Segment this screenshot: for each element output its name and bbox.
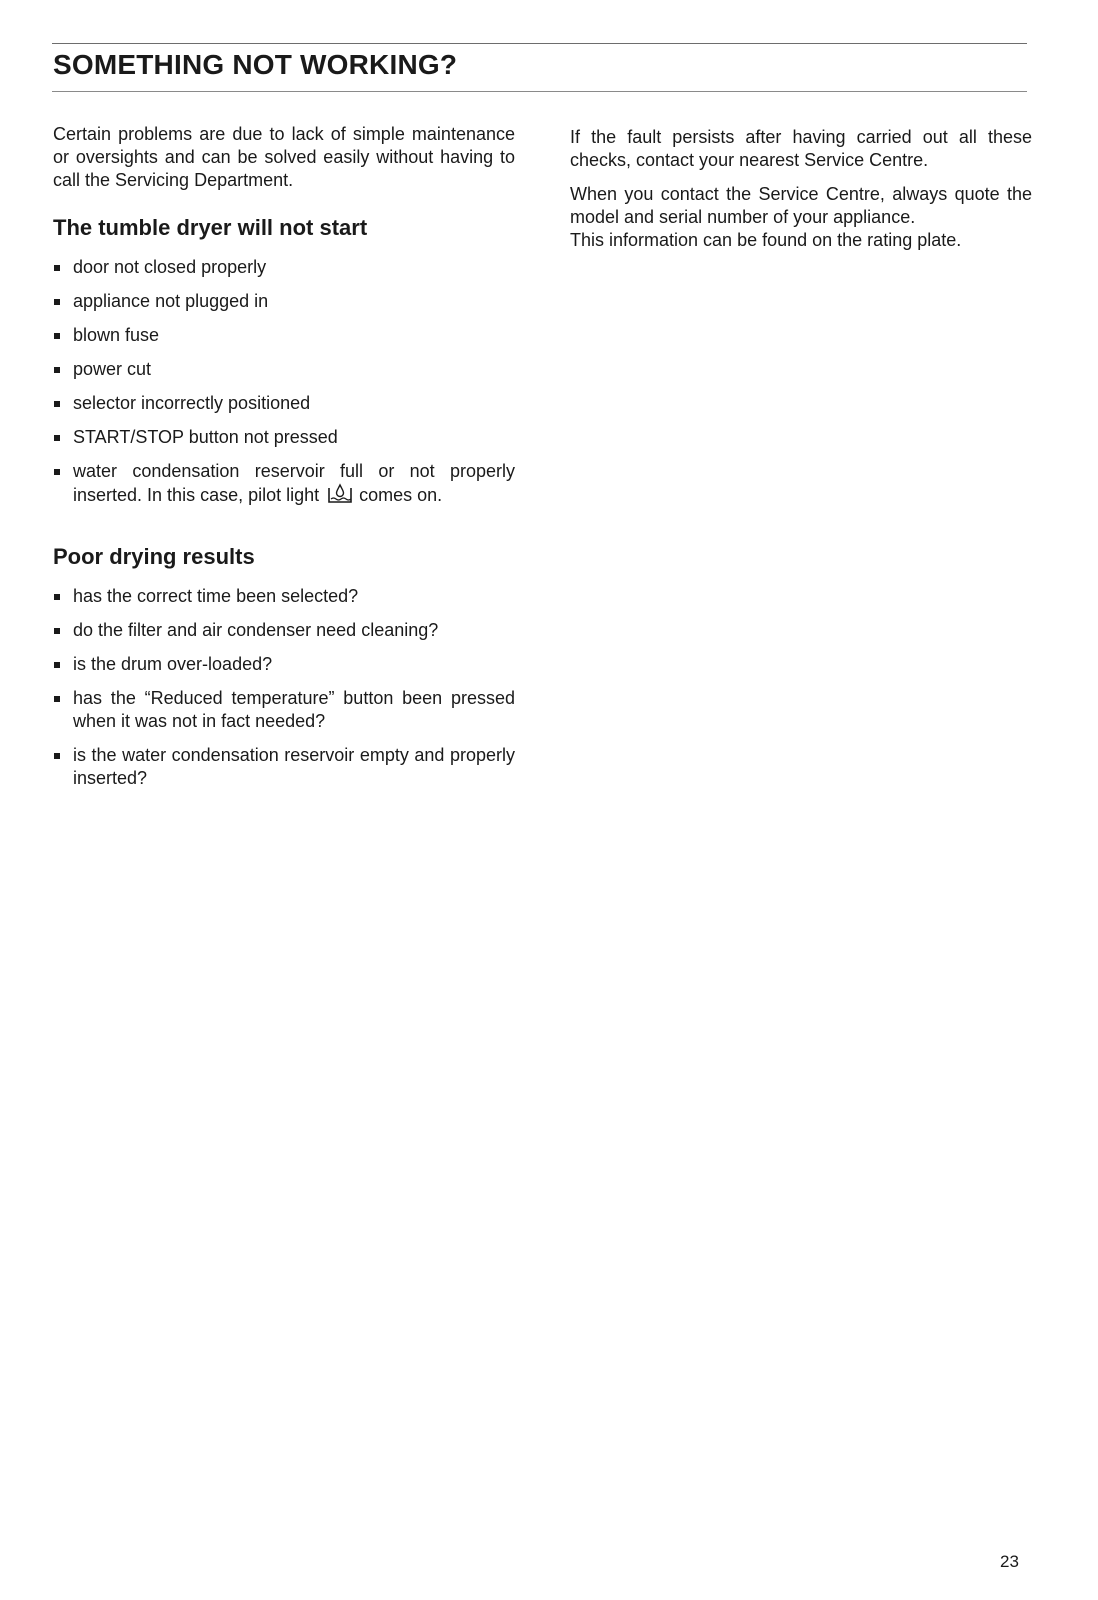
list-item	[53, 687, 515, 733]
square-bullet-icon	[54, 469, 60, 475]
list-item-text: blown fuse	[73, 325, 160, 345]
section-heading-poor-drying: Poor drying results	[53, 544, 255, 569]
square-bullet-icon	[54, 753, 60, 759]
page-number: 23	[1000, 1552, 1019, 1571]
list-item	[53, 744, 515, 790]
list-item-text: has the “Reduced temperature” button been pressed when it was not in fact needed?	[73, 688, 515, 731]
square-bullet-icon	[54, 299, 60, 305]
square-bullet-icon	[54, 401, 60, 407]
square-bullet-icon	[54, 435, 60, 441]
list-item-text: is the water condensation reservoir empty and properly inserted?	[73, 745, 515, 788]
list-item-text: has the correct time been selected?	[73, 586, 359, 606]
rating-plate-paragraph: This information can be found on the rating plate.	[570, 230, 962, 250]
list-item	[53, 256, 515, 279]
list-item-text: power cut	[73, 359, 152, 379]
reservoir-text-after-icon: comes on.	[359, 485, 443, 505]
square-bullet-icon	[54, 696, 60, 702]
right-column	[570, 126, 1032, 252]
list-item	[53, 585, 515, 608]
list-item	[53, 392, 515, 415]
list-item	[53, 460, 515, 511]
title-bottom-rule	[52, 91, 1027, 92]
page-title: SOMETHING NOT WORKING?	[53, 49, 458, 80]
list-item	[53, 653, 515, 676]
fault-persists-paragraph: If the fault persists after having carried out all these checks, contact your nearest Service Centre.	[570, 127, 1032, 170]
square-bullet-icon	[54, 265, 60, 271]
title-top-rule	[52, 43, 1027, 44]
square-bullet-icon	[54, 333, 60, 339]
list-item-text: selector incorrectly positioned	[73, 393, 311, 413]
will-not-start-list	[53, 256, 515, 511]
list-item	[53, 358, 515, 381]
list-item	[53, 619, 515, 642]
list-item-text: appliance not plugged in	[73, 291, 269, 311]
poor-drying-list	[53, 585, 515, 790]
list-item-text: door not closed properly	[73, 257, 267, 277]
list-item	[53, 290, 515, 313]
list-item-text: do the filter and air condenser need cleaning?	[73, 620, 439, 640]
list-item	[53, 324, 515, 347]
square-bullet-icon	[54, 594, 60, 600]
square-bullet-icon	[54, 628, 60, 634]
square-bullet-icon	[54, 662, 60, 668]
square-bullet-icon	[54, 367, 60, 373]
reservoir-text-before-icon: water condensation reservoir full or not properly inserted. In this case, pilot light	[73, 461, 515, 505]
water-reservoir-icon	[327, 483, 353, 511]
contact-service-paragraph: When you contact the Service Centre, always quote the model and serial number of your appliance.	[570, 184, 1032, 227]
list-item	[53, 426, 515, 449]
list-item-text: is the drum over-loaded?	[73, 654, 273, 674]
intro-paragraph: Certain problems are due to lack of simple maintenance or oversights and can be solved easily without having to call the Servicing Department.	[53, 124, 515, 190]
list-item-text: START/STOP button not pressed	[73, 427, 338, 447]
list-item-text-reservoir	[73, 460, 515, 511]
left-column	[53, 123, 515, 801]
section-heading-will-not-start: The tumble dryer will not start	[53, 215, 368, 240]
